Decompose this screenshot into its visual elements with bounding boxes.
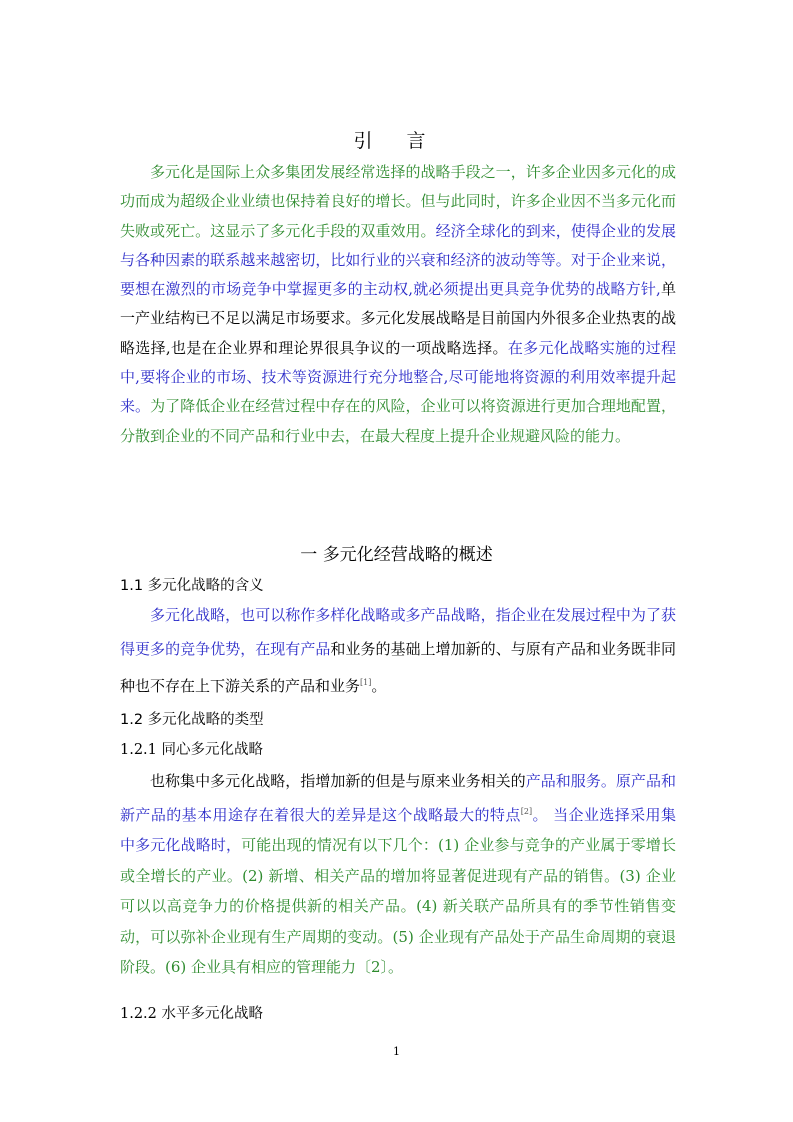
concentric-blue-text: 产品和服务。原产品和新产品的基本用途存在着很大的差异是这个战略最大的特点 [120, 772, 676, 824]
reference-2: [2] [520, 806, 533, 816]
definition-blue-text: 多元化战略，也可以称作多样化战略或多产品战略，指企业在发展过程中为了获得更多的竞争优势，在现有产品 [120, 606, 676, 658]
intro-sentence-2: 经济全球化的到来，使得企业的发展与各种因素的联系越来越密切，比如行业的兴衰和经济的波动等等。 [120, 221, 676, 269]
subsection-heading-1-2-2: 1.2.2 水平多元化战略 [120, 1006, 264, 1022]
definition-black-text: 和业务的基础上增加新的、与原有产品和业务既非同种也不存在上下游关系的产品和业务 [120, 640, 676, 695]
subsection-heading-1-1: 1.1 多元化战略的含义 [120, 578, 264, 594]
concentric-blue-text-2: 。 当企业选择采用集中多元化战略时， [120, 805, 676, 854]
definition-end: 。 [371, 677, 387, 695]
subsection-heading-1-2-1: 1.2.1 同心多元化战略 [120, 742, 264, 758]
concentric-black-text: 也称集中多元化战略，指增加新的但是与原来业务相关的 [150, 772, 526, 790]
intro-sentence-6: 为了降低企业在经营过程中存在的风险，企业可以将资源进行更加合理地配置，分散到企业的不同产品和行业中去，在最大程度上提升企业规避风险的能力。 [120, 397, 676, 445]
page-number: 1 [393, 1045, 400, 1058]
intro-sentence-1: 多元化是国际上众多集团发展经常选择的战略手段之一，许多企业因多元化的成功而成为超级企业业绩也保持着良好的增长。但与此同时，许多企业因不当多元化而失败或死亡。这显示了多元化手段的双重效用。 [120, 163, 676, 240]
reference-1: [1] [360, 678, 372, 687]
intro-sentence-3: 对于企业来说，要想在激烈的市场竞争中掌握更多的主动权,就必须提出更具竞争优势的战略方针, [120, 250, 676, 299]
definition-paragraph [120, 598, 676, 703]
subsection-heading-1-2: 1.2 多元化战略的类型 [120, 712, 264, 728]
intro-paragraph [120, 158, 676, 451]
intro-sentence-4: 单一产业结构已不足以满足市场要求。多元化发展战略是目前国内外很多企业热衷的战略选择,也是在企业界和理论界很具争议的一项战略选择。 [120, 280, 676, 357]
concentric-green-text: 可能出现的情况有以下几个：(1) 企业参与竞争的产业属于零增长或全增长的产业。(2) 新增、相关产品的增加将显著促进现有产品的销售。(3) 企业可以以高竞争力的价格提供新的相关产品。(4) 新关联产品所具有的季节性销售变动，可以弥补企业现有生产周期的变动。(5) 企业现有产品处于产品生命周期的衰退阶段。(6) 企业具有相应的管理能力〔2〕。 [120, 836, 676, 976]
section-heading: 一 多元化经营战略的概述 [300, 545, 493, 565]
page-title: 引 言 [353, 130, 440, 152]
concentric-paragraph [120, 766, 676, 983]
intro-sentence-5: 在多元化战略实施的过程中,要将企业的市场、技术等资源进行充分地整合,尽可能地将资源的利用效率提升起来。 [120, 338, 676, 416]
